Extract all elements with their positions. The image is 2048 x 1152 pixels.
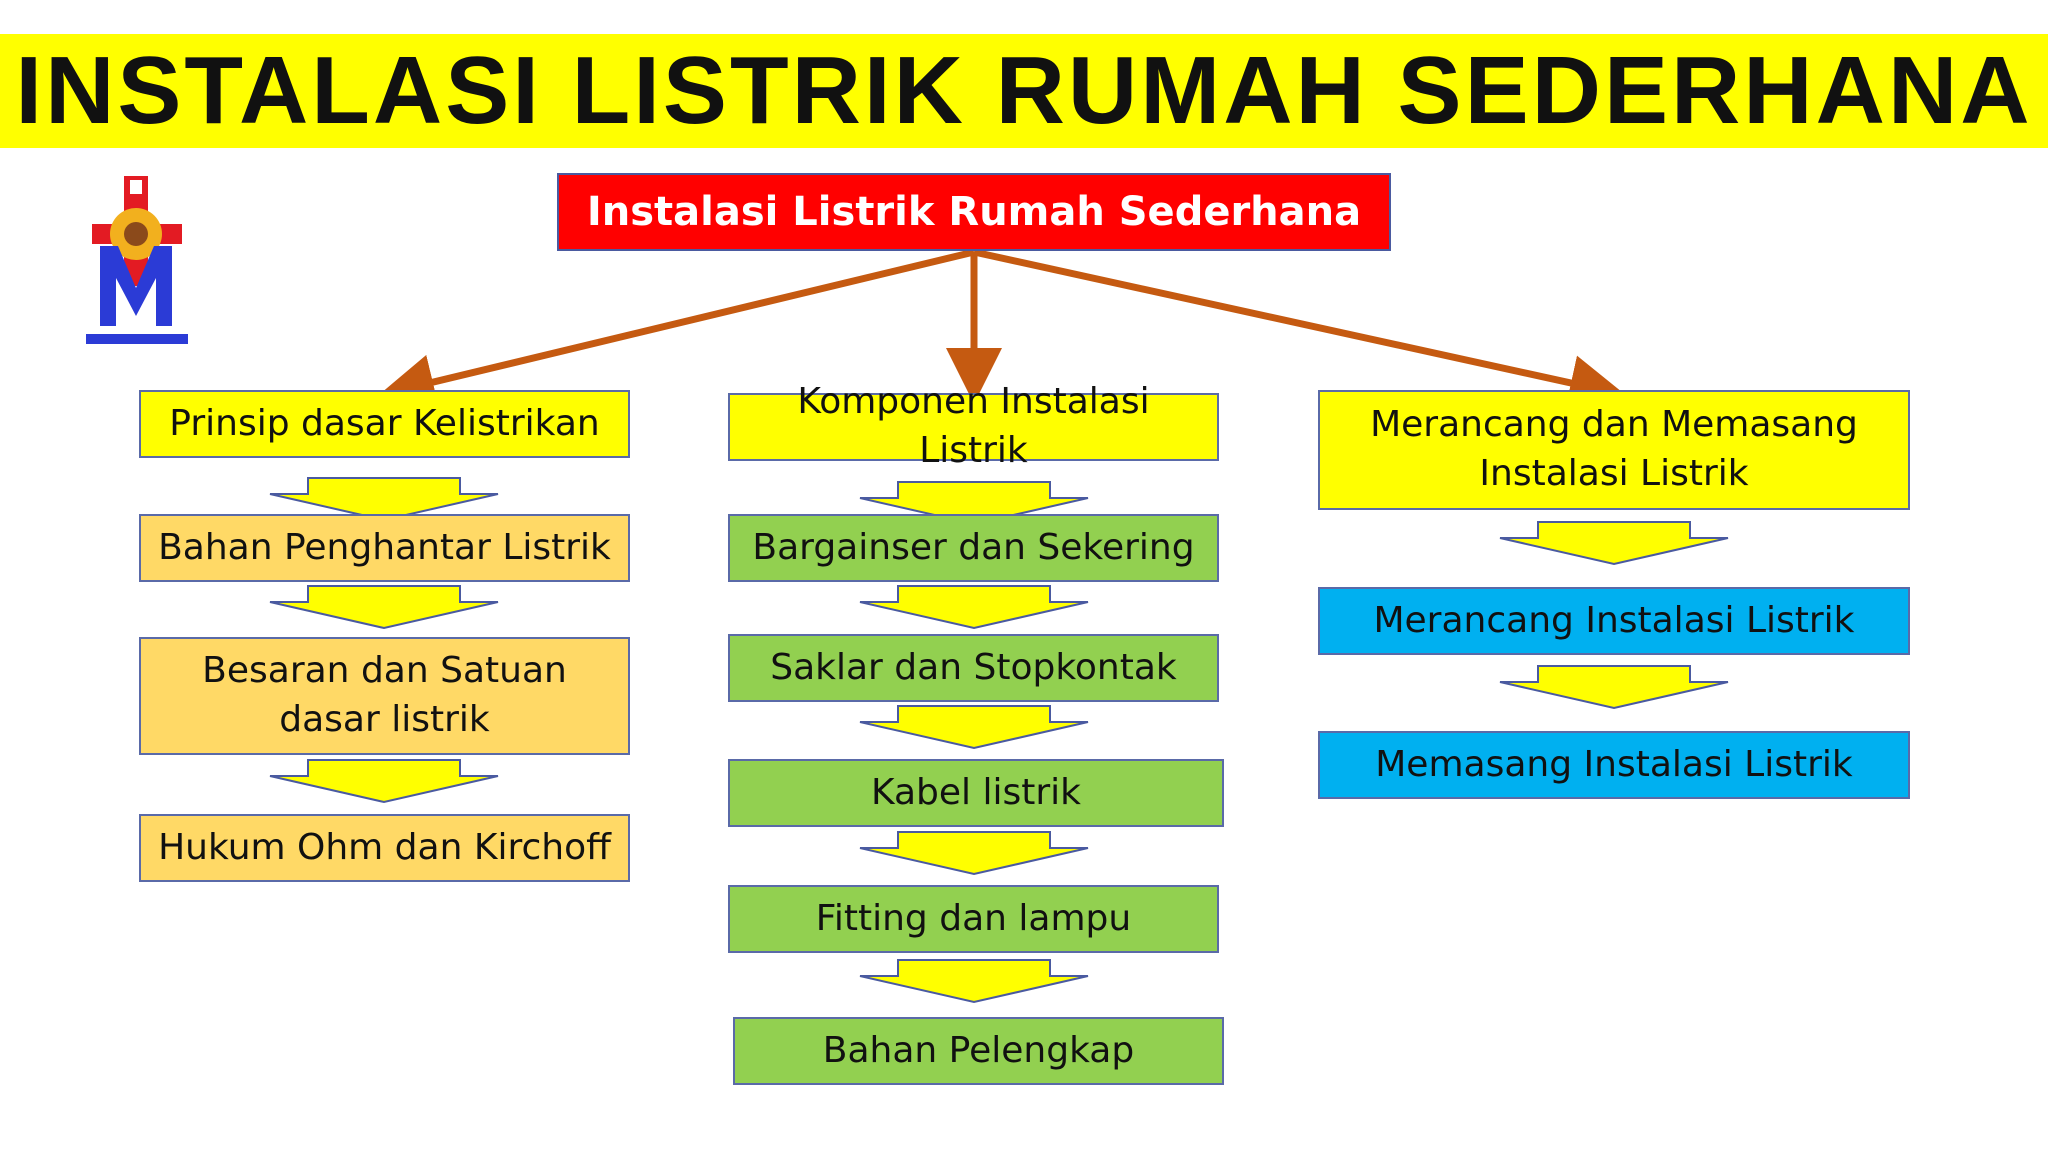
col3-header: Merancang dan Memasang Instalasi Listrik xyxy=(1318,390,1910,510)
title-banner xyxy=(0,34,2048,148)
flow-arrow-5 xyxy=(860,586,1088,628)
col2-item-4: Fitting dan lampu xyxy=(728,885,1219,953)
flow-arrow-8 xyxy=(860,960,1088,1002)
col1-item-2: Besaran dan Satuan dasar listrik xyxy=(139,637,630,755)
col3-item-1: Merancang Instalasi Listrik xyxy=(1318,587,1910,655)
flow-arrow-6 xyxy=(860,706,1088,748)
col3-item-2: Memasang Instalasi Listrik xyxy=(1318,731,1910,799)
page-title: INSTALASI LISTRIK RUMAH SEDERHANA xyxy=(15,37,2033,144)
school-logo xyxy=(86,176,188,348)
col2-item-2: Saklar dan Stopkontak xyxy=(728,634,1219,702)
col2-item-5: Bahan Pelengkap xyxy=(733,1017,1224,1085)
col2-item-3: Kabel listrik xyxy=(728,759,1224,827)
flow-arrow-9 xyxy=(1500,522,1728,564)
connector-right xyxy=(974,252,1612,392)
col1-header: Prinsip dasar Kelistrikan xyxy=(139,390,630,458)
flow-arrow-3 xyxy=(270,760,498,802)
col2-header: Komponen Instalasi Listrik xyxy=(728,393,1219,461)
flow-arrow-2 xyxy=(270,586,498,628)
flow-arrow-7 xyxy=(860,832,1088,874)
root-node: Instalasi Listrik Rumah Sederhana xyxy=(557,173,1391,251)
col2-item-1: Bargainser dan Sekering xyxy=(728,514,1219,582)
col1-item-1: Bahan Penghantar Listrik xyxy=(139,514,630,582)
root-connectors xyxy=(392,252,1612,392)
col1-item-3: Hukum Ohm dan Kirchoff xyxy=(139,814,630,882)
connector-left xyxy=(392,252,974,392)
flow-arrow-10 xyxy=(1500,666,1728,708)
